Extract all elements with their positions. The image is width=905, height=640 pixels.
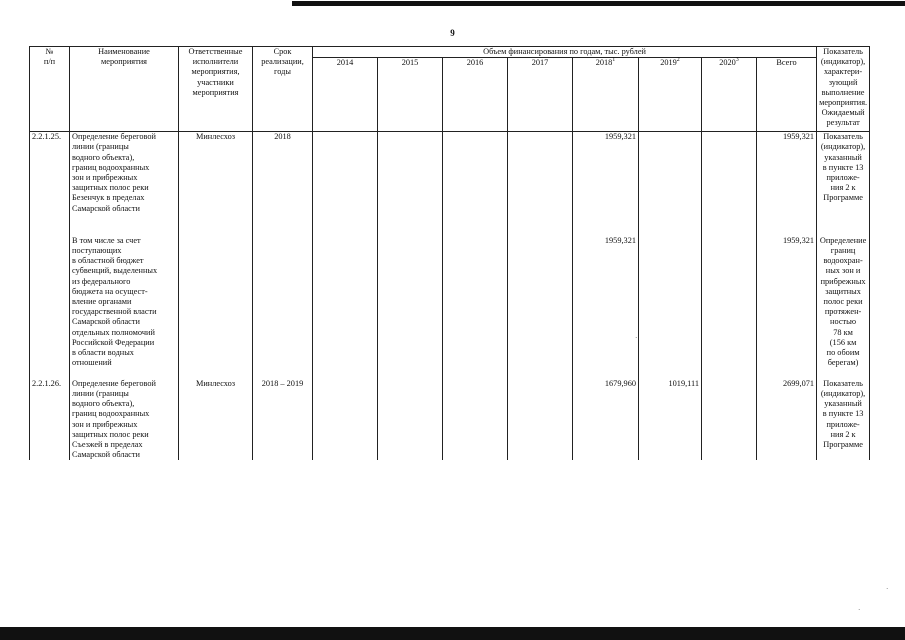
row-indicator: Показатель (индикатор), указанный в пункте 13 приложе- ния 2 к Программе [817,379,870,461]
bottom-border-bar [0,627,905,640]
row-num: 2.2.1.25. [30,132,70,236]
footnote-mark: 3 [735,57,739,64]
page-number: 9 [450,28,455,38]
row-2017 [508,379,573,461]
header-year-2015: 2015 [378,58,443,132]
row-num [30,236,70,379]
funding-table [29,46,870,460]
table-row [30,132,870,236]
header-year-2019: 2019$^2$ [639,58,702,132]
row-responsible [179,236,253,379]
row-2014 [313,132,378,236]
row-name: В том числе за счет поступающих в областной бюджет субвенций, выделенных из федерального бюджета на осущест- вление органами государственной власти Самарской области отдельных полномочий Российской Федерации в области водных отношений [70,236,179,379]
row-2018: 1959,321 [573,236,639,379]
header-year-2017: 2017 [508,58,573,132]
row-indicator: Показатель (индикатор), указанный в пункте 13 приложе- ния 2 к Программе [817,132,870,236]
row-2020 [702,132,757,236]
header-indicator: Показатель (индикатор), характери- зующий выполнение мероприятия. Ожидаемый результат [817,47,870,132]
header-total: Всего [757,58,817,132]
header-num: № п/п [30,47,70,132]
row-2016 [443,379,508,461]
row-total: 1959,321 [757,132,817,236]
scan-speck: · [858,606,861,614]
row-2020 [702,236,757,379]
row-2018: 1679,960 [573,379,639,461]
scan-speck: · [886,585,889,593]
row-2014 [313,379,378,461]
row-2019 [639,132,702,236]
header-funding: Объем финансирования по годам, тыс. рублей [313,47,817,58]
top-border-bar [292,1,905,6]
row-indicator: Определение границ водоохран- ных зон и прибрежных защитных полос реки протяжен- ностью 78 км (156 км по обоим берегам) [817,236,870,379]
row-2019 [639,236,702,379]
row-term: 2018 [253,132,313,236]
table-row [30,379,870,461]
header-responsible: Ответственные исполнители мероприятия, участники мероприятия [179,47,253,132]
table-row [30,236,870,379]
row-2016 [443,236,508,379]
row-2016 [443,132,508,236]
row-total: 1959,321 [757,236,817,379]
row-responsible: Минлесхоз [179,132,253,236]
row-2019: 1019,111 [639,379,702,461]
header-row-1 [30,47,870,58]
row-2017 [508,236,573,379]
footnote-mark: 2 [676,57,680,64]
row-2018: 1959,321 [573,132,639,236]
row-term [253,236,313,379]
row-2014 [313,236,378,379]
header-year-2014: 2014 [313,58,378,132]
header-term: Срок реализации, годы [253,47,313,132]
row-2015 [378,132,443,236]
row-total: 2699,071 [757,379,817,461]
row-2017 [508,132,573,236]
header-year-2016: 2016 [443,58,508,132]
header-name: Наименование мероприятия [70,47,179,132]
row-2020 [702,379,757,461]
scan-speck: · [635,334,638,342]
row-responsible: Минлесхоз [179,379,253,461]
row-name: Определение береговой линии (границы водного объекта), границ водоохранных зон и прибрежных защитных полос реки Безенчук в пределах Самарской области [70,132,179,236]
row-name: Определение береговой линии (границы водного объекта), границ водоохранных зон и прибрежных защитных полос реки Съезжей в пределах Самарской области [70,379,179,461]
row-term: 2018 – 2019 [253,379,313,461]
footnote-mark: 1 [612,57,616,64]
header-year-2018: 2018$^1$ [573,58,639,132]
header-year-2020: 2020$^3$ [702,58,757,132]
row-2015 [378,379,443,461]
row-2015 [378,236,443,379]
row-num: 2.2.1.26. [30,379,70,461]
